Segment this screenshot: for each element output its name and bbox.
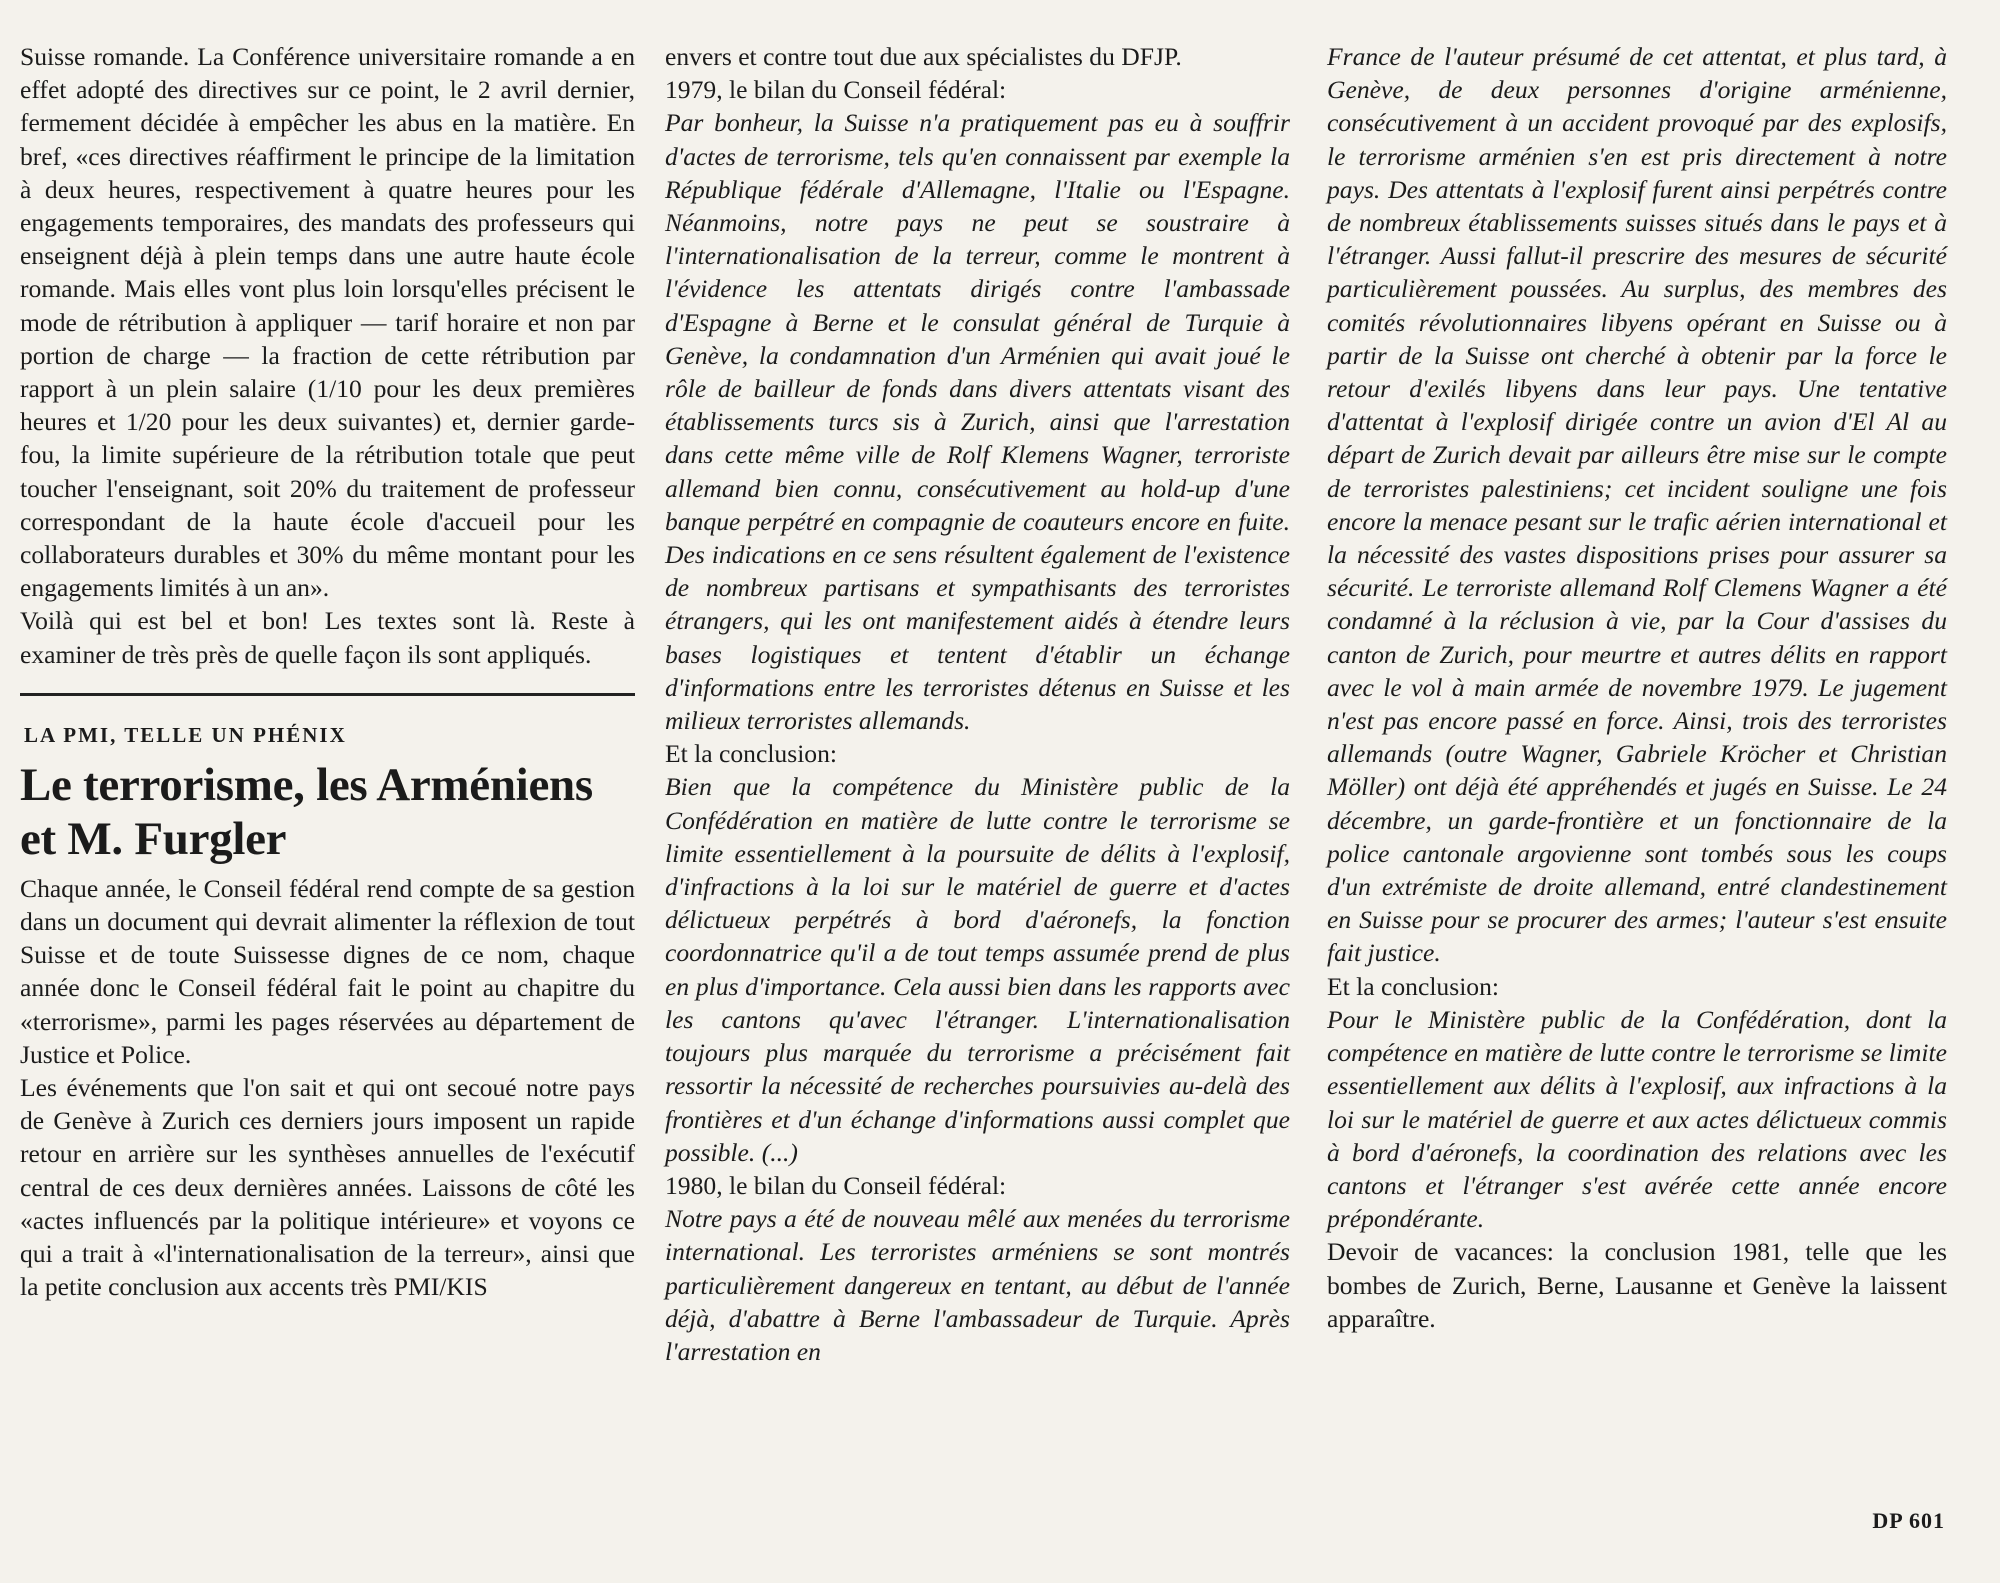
column-2 [665, 40, 1290, 1368]
paragraph: Voilà qui est bel et bon! Les textes sont là. Reste à examiner de très près de quelle façon ils sont appliqués. [20, 606, 635, 669]
paragraph: envers et contre tout due aux spécialistes du DFJP. [665, 42, 1182, 71]
column-1 [20, 40, 635, 1304]
quoted-paragraph: Notre pays a été de nouveau mêlé aux menées du terrorisme international. Les terroristes arméniens se sont montrés particulièrement dangereux en tentant, au début de l'année déjà, d'abattre à Berne l'ambassadeur de Turquie. Après l'arrestation en [665, 1204, 1290, 1366]
paragraph: Chaque année, le Conseil fédéral rend compte de sa gestion dans un document qui devrait alimenter la réflexion de tout Suisse et de toute Suissesse dignes de ce nom, chaque année donc le Conseil fédéral fait le point au chapitre du «terrorisme», parmi les pages réservées au département de Justice et Police. [20, 873, 635, 1069]
column-3 [1327, 40, 1947, 1335]
paragraph: Devoir de vacances: la conclusion 1981, telle que les bombes de Zurich, Berne, Lausanne et Genève la laissent apparaître. [1327, 1237, 1947, 1333]
quoted-paragraph: Pour le Ministère public de la Confédération, dont la compétence en matière de lutte contre le terrorisme se limite essentiellement aux délits à l'explosif, aux infractions à la loi sur le matériel de guerre et aux actes délictueux commis à bord d'aéronefs, la coordination des relations avec les cantons et l'étranger s'est avérée cette année encore prépondérante. [1327, 1004, 1947, 1234]
paragraph: Suisse romande. La Conférence universitaire romande a en effet adopté des directives sur ce point, le 2 avril dernier, fermement décidée à empêcher les abus en la matière. En bref, «ces directives réaffirment le principe de la limitation à deux heures, respectivement à quatre heures pour les engagements temporaires, des mandats des professeurs qui enseignent déjà à plein temps dans une autre haute école romande. Mais elles vont plus loin lorsqu'elles précisent le mode de rétribution à appliquer — tarif horaire et non par portion de charge — la fraction de cette rétribution par rapport à un plein salaire (1/10 pour les deux premières heures et 1/20 pour les deux suivantes) et, dernier garde-fou, la limite supérieure de la rétribution totale que peut toucher l'enseignant, soit 20% du traitement de professeur correspondant de la haute école d'accueil pour les collaborateurs durables et 30% du même montant pour les engagements limités à un an». [20, 42, 635, 603]
article-kicker: LA PMI, TELLE UN PHÉNIX [24, 722, 347, 747]
page-folio: DP 601 [1872, 1508, 1945, 1533]
paragraph: 1980, le bilan du Conseil fédéral: [665, 1170, 1007, 1200]
paragraph: Et la conclusion: [1327, 971, 1500, 1001]
paragraph: Et la conclusion: [665, 739, 838, 769]
quoted-paragraph: Bien que la compétence du Ministère public de la Confédération en matière de lutte contre le terrorisme se limite essentiellement à la poursuite de délits à l'explosif, d'infractions à la loi sur le matériel de guerre et d'actes délictueux perpétrés à bord d'aéronefs, la fonction coordonnatrice qu'il a de tout temps assumée prend de plus en plus d'importance. Cela aussi bien dans les rapports avec les cantons qu'avec l'étranger. L'internationalisation toujours plus marquée du terrorisme a précisément fait ressortir la nécessité de recherches poursuivies au-delà des frontières et d'un échange d'informations aussi complet que possible. (...) [665, 772, 1290, 1167]
article-headline: Le terrorisme, les Arméniens et M. Furgler [20, 758, 593, 865]
quoted-paragraph: France de l'auteur présumé de cet attentat, et plus tard, à Genève, de deux personnes d'origine arménienne, consécutivement à un accident provoqué par des explosifs, le terrorisme arménien s'en est pris directement à notre pays. Des attentats à l'explosif furent ainsi perpétrés contre de nombreux établissements suisses situés dans le pays et à l'étranger. Aussi fallut-il prescrire des mesures de sécurité particulièrement poussées. Au surplus, des membres des comités révolutionnaires libyens opérant en Suisse ou à partir de la Suisse ont cherché à obtenir par la force le retour d'exilés libyens dans leur pays. Une tentative d'attentat à l'explosif dirigée contre un avion d'El Al au départ de Zurich devait par ailleurs être mise sur le compte de terroristes palestiniens; cet incident souligne une fois encore la menace pesant sur le trafic aérien international et la nécessité des vastes dispositions prises pour assurer sa sécurité. Le terroriste allemand Rolf Clemens Wagner a été condamné à la réclusion à vie, par la Cour d'assises du canton de Zurich, pour meurtre et autres délits en rapport avec le vol à main armée de novembre 1979. Le jugement n'est pas encore passé en force. Ainsi, trois des terroristes allemands (outre Wagner, Gabriele Kröcher et Christian Möller) ont déjà été appréhendés et jugés en Suisse. Le 24 décembre, un garde-frontière et un fonctionnaire de la police cantonale argovienne sont tombés sous les coups d'un extrémiste de droite allemand, entré clandestinement en Suisse pour se procurer des armes; l'auteur s'est ensuite fait justice. [1327, 42, 1947, 968]
paragraph: 1979, le bilan du Conseil fédéral: [665, 75, 1007, 105]
section-divider [20, 693, 635, 696]
quoted-paragraph: Par bonheur, la Suisse n'a pratiquement pas eu à souffrir d'actes de terrorisme, tels qu'en connaissent par exemple la République fédérale d'Allemagne, l'Italie ou l'Espagne. Néanmoins, notre pays ne peut se soustraire à l'internationalisation de la terreur, comme le montrent à l'évidence les attentats dirigés contre l'ambassade d'Espagne à Berne et le consulat général de Turquie à Genève, la condamnation d'un Arménien qui avait joué le rôle de bailleur de fonds dans divers attentats visant des établissements turcs sis à Zurich, ainsi que l'arrestation dans cette même ville de Rolf Klemens Wagner, terroriste allemand bien connu, consécutivement au hold-up d'une banque perpétré en compagnie de coauteurs encore en fuite. Des indications en ce sens résultent également de l'existence de nombreux partisans et sympathisants des terroristes étrangers, qui les ont manifestement aidés à étendre leurs bases logistiques et tentent d'établir un échange d'informations entre les terroristes détenus en Suisse et les milieux terroristes allemands. [665, 108, 1290, 736]
paragraph: Les événements que l'on sait et qui ont secoué notre pays de Genève à Zurich ces derniers jours imposent un rapide retour en arrière sur les synthèses annuelles de l'exécutif central de ces deux dernières années. Laissons de côté les «actes influencés par la politique intérieure» et voyons ce qui a trait à «l'internationalisation de la terreur», ainsi que la petite conclusion aux accents très PMI/KIS [20, 1073, 635, 1302]
